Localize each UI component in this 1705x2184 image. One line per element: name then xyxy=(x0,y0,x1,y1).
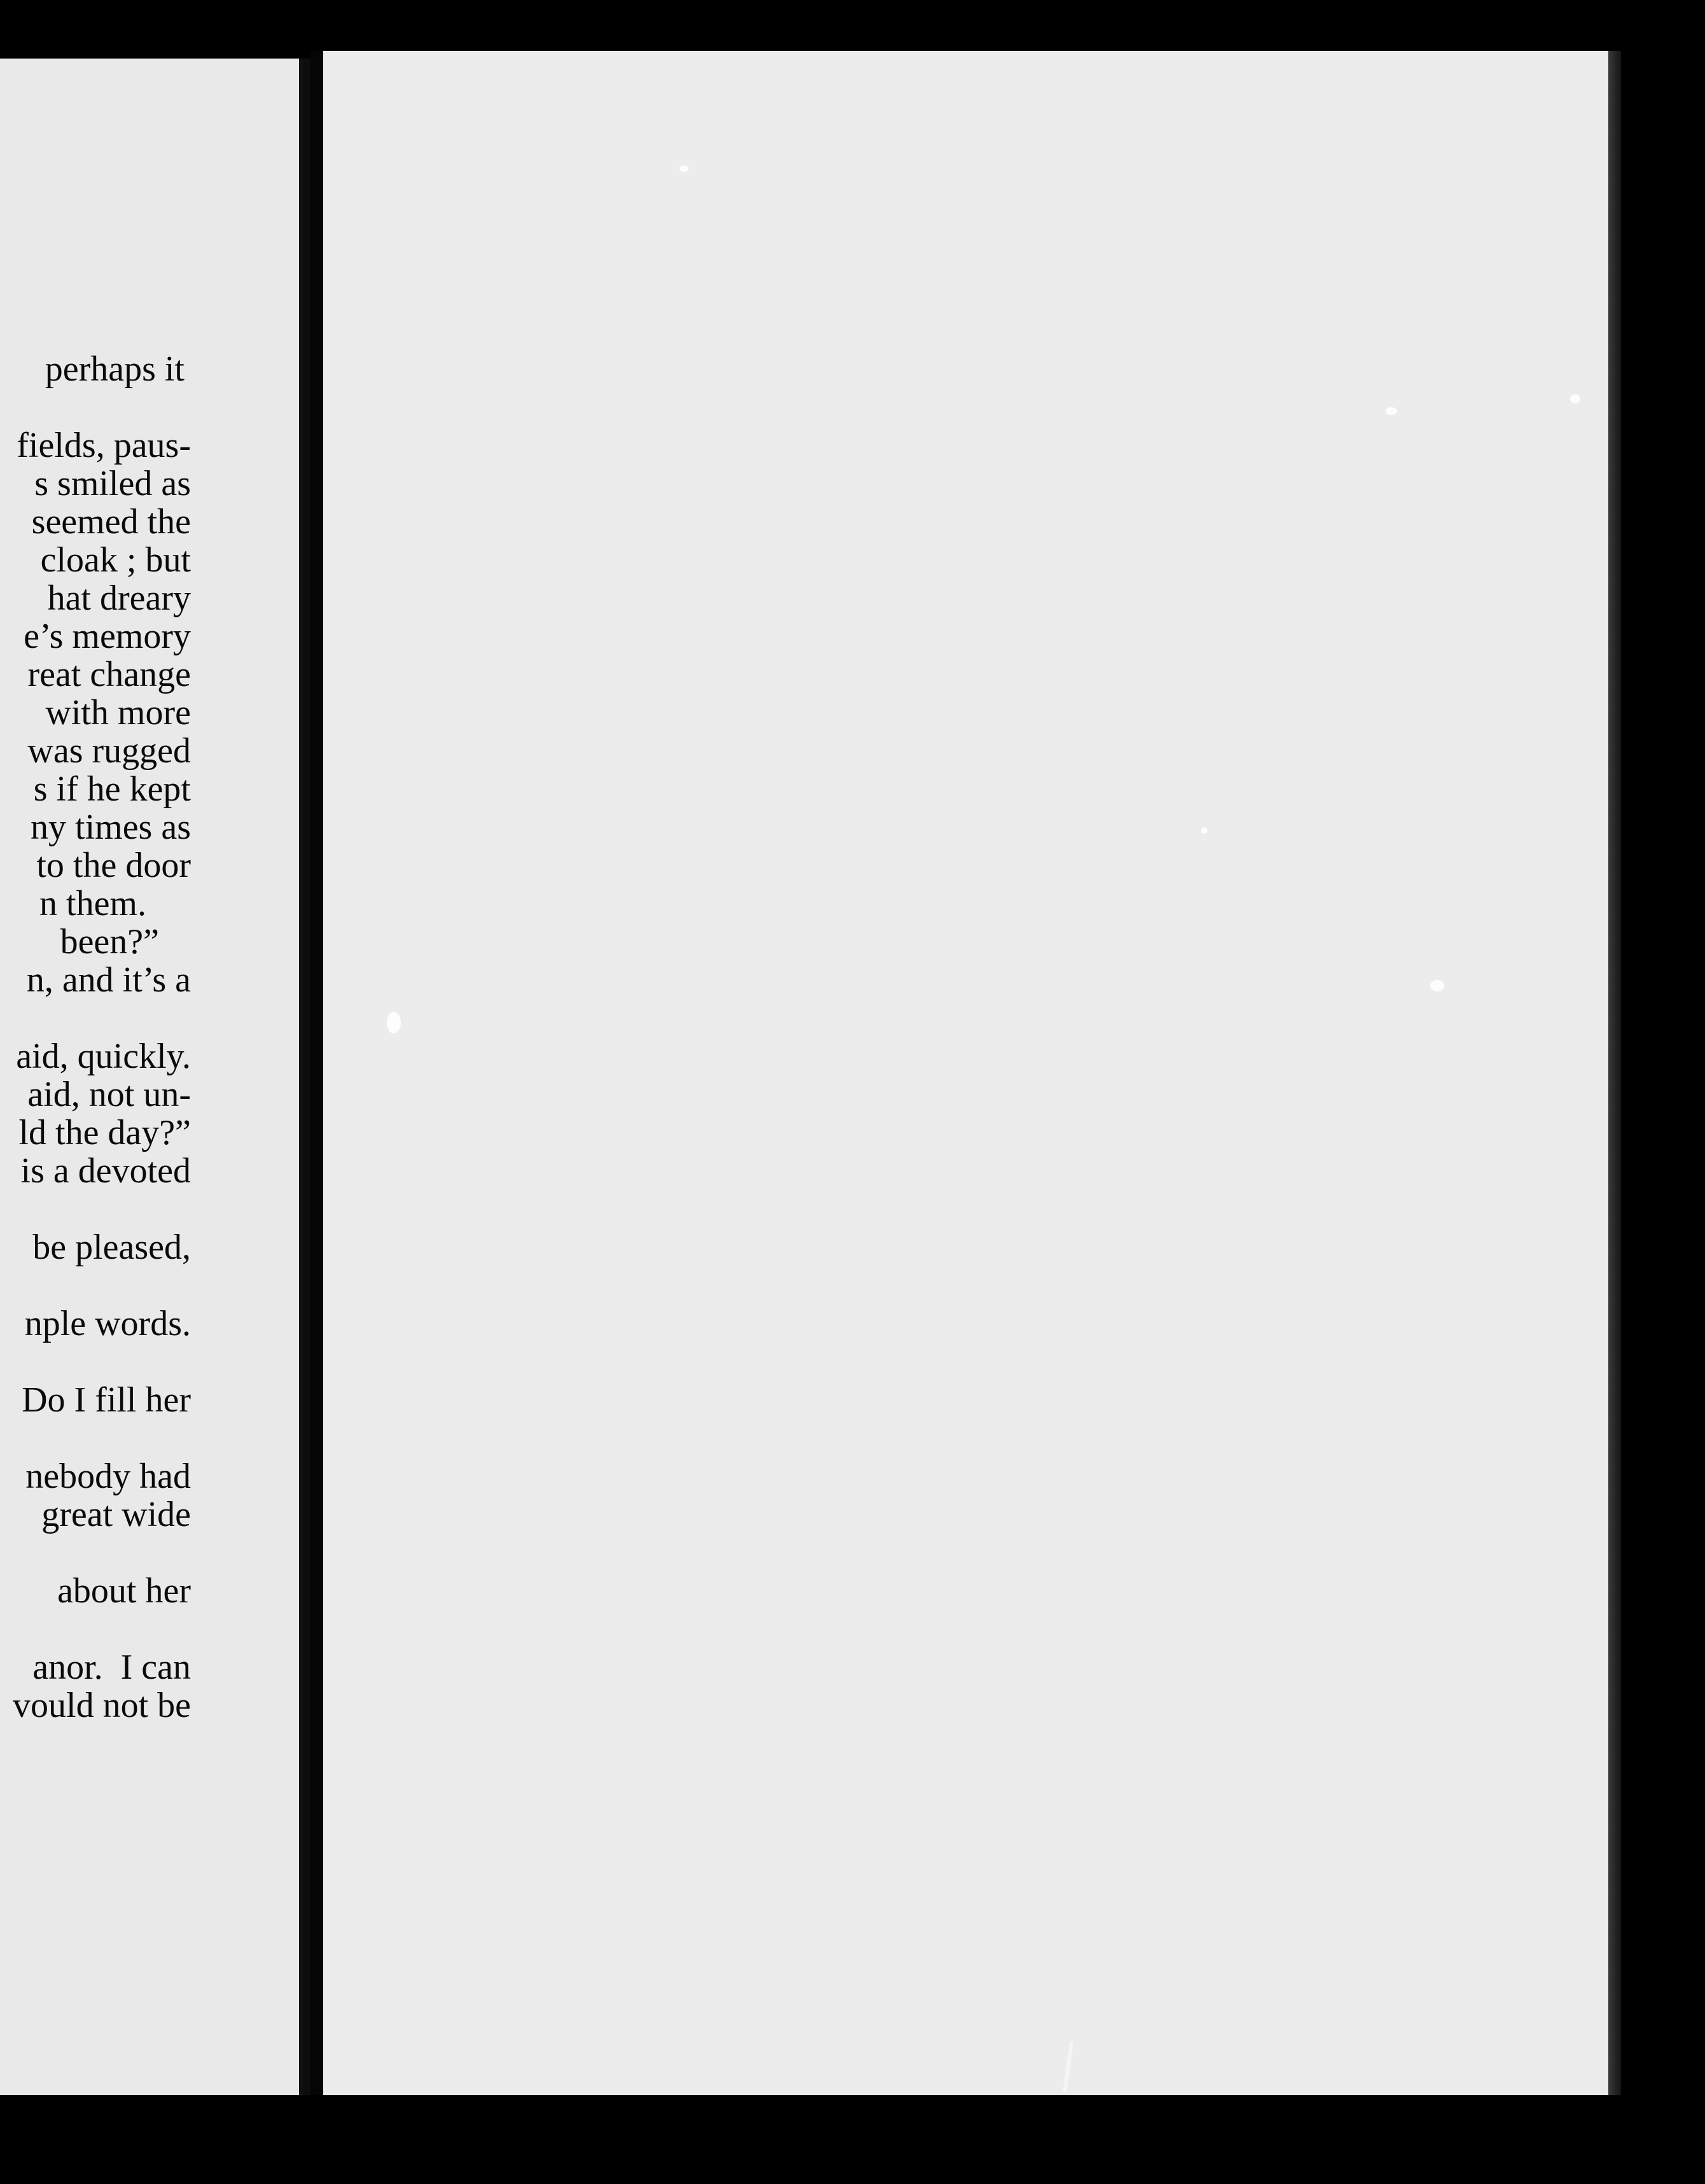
text-line: cloak ; but xyxy=(40,540,191,580)
text-line: nple words. xyxy=(24,1304,191,1343)
text-line: Do I fill her xyxy=(22,1380,191,1420)
text-line: been?” xyxy=(60,922,159,962)
scan-bottom-margin xyxy=(0,2095,1705,2184)
paper-speck xyxy=(387,1012,401,1033)
text-line: aid, not un- xyxy=(27,1075,191,1114)
text-line: seemed the xyxy=(31,502,191,542)
page-edge xyxy=(1608,51,1621,2099)
paper-fiber xyxy=(1062,2041,1073,2092)
paper-speck xyxy=(1201,827,1207,834)
text-line: reat change xyxy=(27,655,191,694)
text-line: s if he kept xyxy=(33,769,191,809)
blank-right-page xyxy=(310,51,1608,2099)
text-line: ld the day?” xyxy=(18,1113,191,1152)
text-line: be pleased, xyxy=(32,1228,191,1267)
text-line: perhaps it xyxy=(45,349,184,389)
text-line: with more xyxy=(45,693,191,732)
text-line: e’s memory xyxy=(24,617,191,656)
paper-speck xyxy=(1430,980,1444,991)
paper-speck xyxy=(679,165,688,172)
text-line: great wide xyxy=(41,1495,191,1534)
paper-speck xyxy=(1386,407,1397,415)
text-line: n them. xyxy=(39,884,146,923)
text-line: is a devoted xyxy=(20,1151,191,1191)
text-line: ny times as xyxy=(31,808,191,847)
text-line: was rugged xyxy=(27,731,191,771)
text-line: anor. I can xyxy=(32,1648,191,1687)
left-page xyxy=(0,59,303,2095)
text-line: s smiled as xyxy=(34,464,191,503)
text-line: hat dreary xyxy=(47,578,191,618)
text-line: n, and it’s a xyxy=(26,960,191,1000)
paper-speck xyxy=(1570,395,1580,403)
text-line: nebody had xyxy=(25,1457,191,1496)
text-line: vould not be xyxy=(13,1686,191,1725)
text-line: to the door xyxy=(36,846,191,885)
text-line: aid, quickly. xyxy=(16,1037,191,1076)
text-line: about her xyxy=(57,1571,191,1611)
text-line: fields, paus- xyxy=(17,426,191,465)
